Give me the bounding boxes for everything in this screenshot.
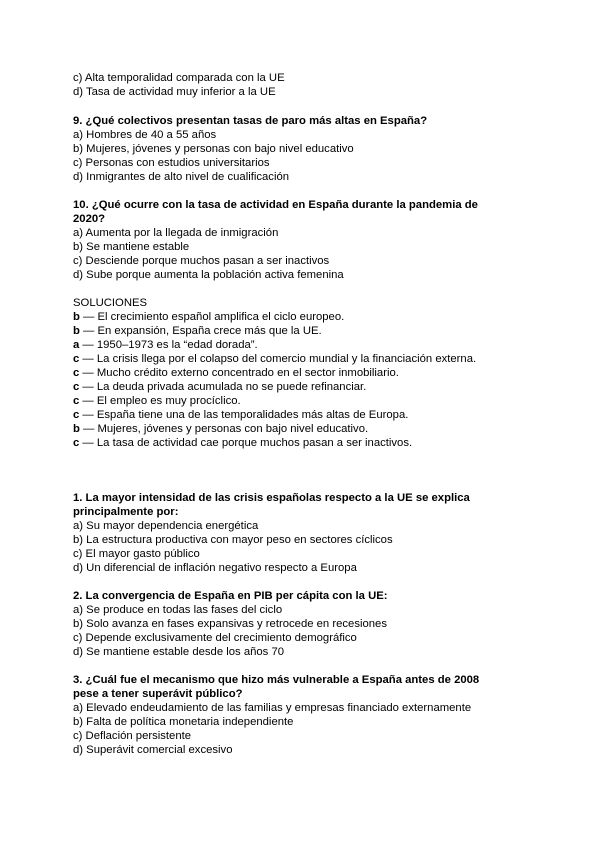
option-text: a) Se produce en todas las fases del ciclo bbox=[73, 604, 283, 616]
solution-item bbox=[73, 352, 476, 366]
solution-key: c bbox=[73, 353, 80, 365]
solution-text: — 1950–1973 es la “edad dorada”. bbox=[79, 339, 258, 351]
option-text: b) Solo avanza en fases expansivas y retrocede en recesiones bbox=[73, 618, 387, 630]
solution-text: — España tiene una de las temporalidades más altas de Europa. bbox=[79, 409, 409, 421]
solution-text: — Mucho crédito externo concentrado en el sector inmobiliario. bbox=[79, 367, 399, 379]
option-text: d) Superávit comercial excesivo bbox=[73, 744, 233, 756]
solution-item bbox=[73, 436, 412, 450]
solution-text: — El crecimiento español amplifica el ciclo europeo. bbox=[79, 311, 345, 323]
solution-key: b bbox=[73, 423, 80, 435]
option-text: d) Tasa de actividad muy inferior a la UE bbox=[73, 86, 276, 98]
solution-item bbox=[73, 408, 408, 422]
solution-key: c bbox=[73, 381, 80, 393]
solution-key: c bbox=[73, 395, 80, 407]
option-text: c) El mayor gasto público bbox=[73, 548, 200, 560]
option-text: c) Personas con estudios universitarios bbox=[73, 157, 270, 169]
solution-key: c bbox=[73, 409, 80, 421]
option-text: a) Aumenta por la llegada de inmigración bbox=[73, 227, 279, 239]
solution-item bbox=[73, 366, 399, 380]
solution-text: — La crisis llega por el colapso del comercio mundial y la financiación externa. bbox=[79, 353, 477, 365]
option-text: c) Alta temporalidad comparada con la UE bbox=[73, 72, 285, 84]
option-text: b) La estructura productiva con mayor peso en sectores cíclicos bbox=[73, 534, 393, 546]
option-text: b) Se mantiene estable bbox=[73, 241, 190, 253]
option-text: c) Desciende porque muchos pasan a ser inactivos bbox=[73, 255, 330, 267]
question-title: 2020? bbox=[73, 213, 106, 225]
option-text: a) Elevado endeudamiento de las familias y empresas financiado externamente bbox=[73, 702, 472, 714]
solution-text: — Mujeres, jóvenes y personas con bajo nivel educativo. bbox=[79, 423, 369, 435]
solution-key: c bbox=[73, 437, 80, 449]
option-text: a) Hombres de 40 a 55 años bbox=[73, 129, 217, 141]
question-title: 9. ¿Qué colectivos presentan tasas de paro más altas en España? bbox=[73, 115, 428, 127]
question-title: 1. La mayor intensidad de las crisis españolas respecto a la UE se explica bbox=[73, 492, 470, 504]
option-text: c) Depende exclusivamente del crecimiento demográfico bbox=[73, 632, 357, 644]
option-text: d) Un diferencial de inflación negativo respecto a Europa bbox=[73, 562, 357, 574]
option-text: b) Mujeres, jóvenes y personas con bajo nivel educativo bbox=[73, 143, 354, 155]
option-text: c) Deflación persistente bbox=[73, 730, 192, 742]
question-title: principalmente por: bbox=[73, 506, 179, 518]
option-text: d) Sube porque aumenta la población activa femenina bbox=[73, 269, 344, 281]
option-text: b) Falta de política monetaria independiente bbox=[73, 716, 294, 728]
solution-key: c bbox=[73, 367, 80, 379]
option-text: d) Inmigrantes de alto nivel de cualificación bbox=[73, 171, 290, 183]
solution-item bbox=[73, 310, 344, 324]
solution-item bbox=[73, 394, 241, 408]
solutions-heading: SOLUCIONES bbox=[73, 297, 148, 309]
question-title: 2. La convergencia de España en PIB per cápita con la UE: bbox=[73, 590, 388, 602]
option-text: d) Se mantiene estable desde los años 70 bbox=[73, 646, 285, 658]
solution-key: a bbox=[73, 339, 80, 351]
solution-key: b bbox=[73, 311, 80, 323]
question-title: 3. ¿Cuál fue el mecanismo que hizo más vulnerable a España antes de 2008 bbox=[73, 674, 480, 686]
solution-item bbox=[73, 422, 368, 436]
option-text: a) Su mayor dependencia energética bbox=[73, 520, 259, 532]
solution-item bbox=[73, 380, 366, 394]
solution-key: b bbox=[73, 325, 80, 337]
solution-item bbox=[73, 338, 258, 352]
solution-text: — En expansión, España crece más que la UE. bbox=[79, 325, 322, 337]
solution-item bbox=[73, 324, 322, 338]
solution-text: — La deuda privada acumulada no se puede refinanciar. bbox=[79, 381, 367, 393]
question-title: 10. ¿Qué ocurre con la tasa de actividad en España durante la pandemia de bbox=[73, 199, 478, 211]
question-title: pese a tener superávit público? bbox=[73, 688, 243, 700]
solution-text: — La tasa de actividad cae porque muchos pasan a ser inactivos. bbox=[79, 437, 413, 449]
solution-text: — El empleo es muy procíclico. bbox=[79, 395, 241, 407]
